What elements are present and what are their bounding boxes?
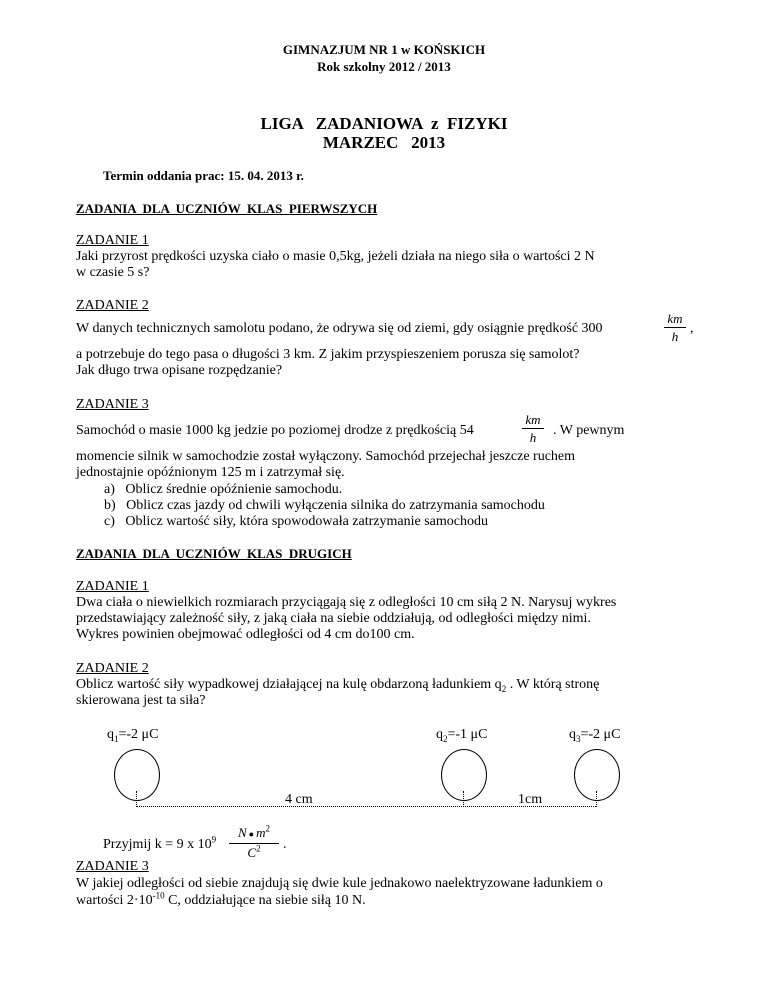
distance-tick [596,791,597,807]
task-text: Wykres powinien obejmować odległości od 4 cm do100 cm. [76,627,415,642]
charge-sphere-q2 [441,749,487,801]
text-part: q [107,727,114,742]
task-label: ZADANIE 1 [76,579,149,594]
task-text: skierowana jest ta siła? [76,693,206,708]
page-title: LIGA ZADANIOWA z FIZYKI [260,114,508,133]
task-text: . W pewnym [553,423,625,438]
task-text [76,892,366,909]
task-text: jednostajnie opóźnionym 125 m i zatrzymał się. [76,465,345,480]
text-part: =-2 μC [118,727,159,742]
distance-tick [136,791,137,807]
text-part: C, oddziałujące na siebie siłą 10 N. [164,893,366,908]
fraction-denominator [229,844,279,861]
task-label: ZADANIE 1 [76,233,149,248]
superscript: -10 [152,890,165,901]
charge-label-q3 [569,726,620,743]
task-text: w czasie 5 s? [76,265,150,280]
subscript: 1 [114,733,119,744]
fraction-numerator: km [664,310,686,328]
school-year: Rok szkolny 2012 / 2013 [317,59,451,74]
subscript: 3 [576,733,581,744]
task-label: ZADANIE 2 [76,661,149,676]
unit-fraction [229,824,279,861]
charge-sphere-q1 [114,749,160,801]
task-text: W danych technicznych samolotu podano, że odrywa się od ziemi, gdy osiągnie prędkość 300 [76,321,603,336]
superscript: 2 [265,823,270,834]
text-part: =-2 μC [580,727,621,742]
section-heading-second: ZADANIA DLA UCZNIÓW KLAS DRUGICH [76,546,352,561]
deadline: Termin oddania prac: 15. 04. 2013 r. [103,168,304,183]
constant-k [103,836,216,853]
list-item: b) Oblicz czas jazdy od chwili wyłączenia silnika do zatrzymania samochodu [104,498,545,513]
fraction-denominator: h [529,430,537,445]
superscript: 9 [211,834,217,845]
distance-tick [463,791,464,807]
task-text: a potrzebuje do tego pasa o długości 3 km. Z jakim przyspieszeniem porusza się samolot? [76,347,580,362]
text-part: q [569,727,576,742]
task-text: Dwa ciała o niewielkich rozmiarach przyciągają się z odległości 10 cm siłą 2 N. Narysuj wykres [76,595,617,610]
task-text: Jak długo trwa opisane rozpędzanie? [76,363,283,378]
distance-label-4cm: 4 cm [285,792,313,807]
task-label: ZADANIE 3 [76,397,149,412]
list-item: a) Oblicz średnie opóźnienie samochodu. [104,482,343,497]
dot-symbol: ● [248,829,255,839]
task-text: W jakiej odległości od siebie znajdują się dwie kule jednakowo naelektryzowane ładunkiem o [76,876,603,891]
charge-sphere-q3 [574,749,620,801]
fraction-denominator: h [671,329,679,344]
task-text [76,676,599,693]
punctuation: , [690,321,694,336]
task-text: przedstawiający zależność siły, z jaką ciała na siebie oddziałują, od odległości między nimi. [76,611,591,626]
text-part: . W którą stronę [506,677,600,692]
text-part: C [247,845,257,860]
task-text: Jaki przyrost prędkości uzyska ciało o masie 0,5kg, jeżeli działa na niego siła o wartości 2 N [76,249,595,264]
punctuation: . [283,837,287,852]
task-text: momencie silnik w samochodzie został wyłączony. Samochód przejechał jeszcze ruchem [76,449,576,464]
charge-label-q2 [436,726,487,743]
task-label: ZADANIE 2 [76,298,149,313]
unit-fraction [664,310,686,345]
text-part: q [436,727,443,742]
page-subtitle: MARZEC 2013 [322,133,446,152]
superscript: 2 [256,843,261,854]
list-item: c) Oblicz wartość siły, która spowodowała zatrzymanie samochodu [104,514,488,529]
charge-label-q1 [107,726,158,743]
task-label: ZADANIE 3 [76,859,149,874]
text-part: wartości 2·10 [76,893,153,908]
subscript: 2 [443,733,448,744]
text-part: Przyjmij k = 9 x 10 [103,837,212,852]
unit-fraction [522,411,544,446]
subscript: 2 [501,683,507,694]
task-text: Samochód o masie 1000 kg jedzie po poziomej drodze z prędkością 54 [76,423,474,438]
text-part: =-1 μC [447,727,488,742]
distance-label-1cm: 1cm [518,792,543,807]
school-name: GIMNAZJUM NR 1 w KOŃSKICH [282,42,486,57]
text-part: Oblicz wartość siły wypadkowej działającej na kulę obdarzoną ładunkiem q [76,677,502,692]
section-heading-first: ZADANIA DLA UCZNIÓW KLAS PIERWSZYCH [76,201,378,216]
fraction-numerator: km [522,411,544,429]
text-part: m [256,825,266,840]
text-part: N [238,825,247,840]
fraction-numerator [229,824,279,844]
